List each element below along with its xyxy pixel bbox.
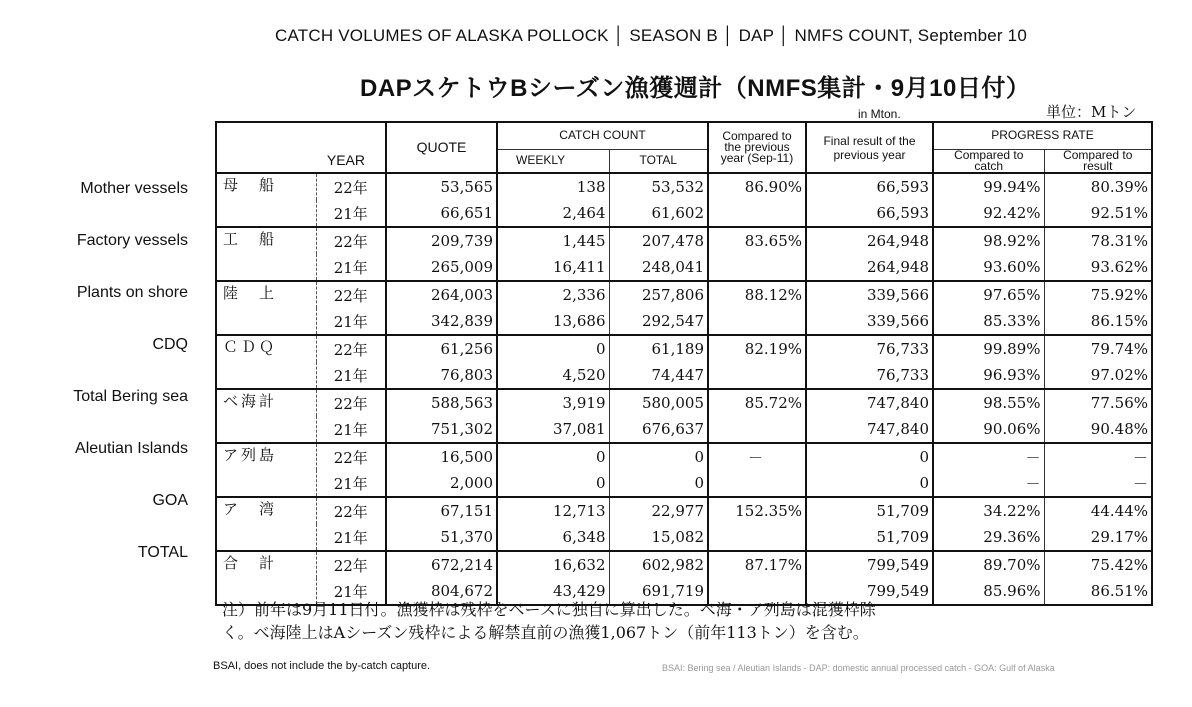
year-cell: 21年 (316, 470, 386, 497)
weekly-cell: 0 (497, 335, 609, 362)
abbreviation-note: BSAI: Bering sea / Aleutian Islands - DAP: domestic annual processed catch - GOA: Gulf of Alaska (662, 663, 1055, 673)
header-compared-prev-line3: year (Sep-11) (720, 151, 794, 165)
row-label-en: Factory vessels (76, 232, 188, 249)
header-progress-rate: PROGRESS RATE (933, 122, 1152, 149)
quote-cell: 588,563 (386, 389, 497, 416)
table-row (216, 362, 1152, 389)
rate-catch-cell: 85.96% (933, 578, 1044, 605)
header-final-prev-line2: previous year (833, 147, 906, 162)
weekly-cell: 37,081 (497, 416, 609, 443)
header-compared-result (1044, 149, 1152, 173)
japanese-title: DAPスケトウBシーズン漁獲週計（NMFS集計・9月10日付） (360, 75, 1031, 102)
quote-cell: 751,302 (386, 416, 497, 443)
compared-prev-cell: 85.72% (708, 389, 806, 416)
year-cell: 22年 (316, 389, 386, 416)
year-cell: 21年 (316, 416, 386, 443)
final-prev-cell: 0 (806, 443, 933, 470)
rate-result-cell: 29.17% (1044, 524, 1152, 551)
rate-result-cell: － (1044, 443, 1152, 470)
header-corner (216, 122, 386, 149)
category-label-jp: ベ海計 (216, 389, 316, 443)
compared-prev-cell: － (708, 443, 806, 470)
final-prev-cell: 747,840 (806, 389, 933, 416)
quote-cell: 51,370 (386, 524, 497, 551)
rate-result-cell: 97.02% (1044, 362, 1152, 389)
year-cell: 22年 (316, 443, 386, 470)
rate-result-cell: 80.39% (1044, 173, 1152, 200)
compared-prev-cell: 86.90% (708, 173, 806, 200)
header-final-prev-year (806, 122, 933, 173)
table-row (216, 173, 1152, 200)
rate-catch-cell: － (933, 470, 1044, 497)
rate-catch-cell: 85.33% (933, 308, 1044, 335)
table-row (216, 551, 1152, 578)
weekly-cell: 4,520 (497, 362, 609, 389)
header-compared-catch (933, 149, 1044, 173)
category-label-jp: 母 船 (216, 173, 316, 227)
category-label-jp: ア 湾 (216, 497, 316, 551)
compared-prev-cell (708, 362, 806, 389)
year-cell: 21年 (316, 200, 386, 227)
compared-prev-cell: 82.19% (708, 335, 806, 362)
catch-table (215, 121, 1153, 606)
total-cell: 580,005 (609, 389, 708, 416)
total-cell: 0 (609, 470, 708, 497)
quote-cell: 2,000 (386, 470, 497, 497)
unit-label-en: in Mton. (858, 107, 901, 121)
table-row (216, 308, 1152, 335)
rate-result-cell: 77.56% (1044, 389, 1152, 416)
total-cell: 0 (609, 443, 708, 470)
year-cell: 21年 (316, 362, 386, 389)
rate-catch-cell: 93.60% (933, 254, 1044, 281)
row-label-en: CDQ (152, 336, 188, 353)
category-label-jp: 合 計 (216, 551, 316, 605)
header-compared-prev-line2: the previous (724, 140, 790, 154)
header-final-prev-line1: Final result of the (823, 133, 916, 148)
year-cell: 22年 (316, 551, 386, 578)
rate-catch-cell: 34.22% (933, 497, 1044, 524)
quote-cell: 53,565 (386, 173, 497, 200)
rate-result-cell: 93.62% (1044, 254, 1152, 281)
table-row (216, 254, 1152, 281)
category-label-jp: ア列島 (216, 443, 316, 497)
rate-catch-cell: 96.93% (933, 362, 1044, 389)
row-label-en: Mother vessels (80, 180, 188, 197)
header-compared-prev-year (708, 122, 806, 173)
weekly-cell: 6,348 (497, 524, 609, 551)
final-prev-cell: 799,549 (806, 551, 933, 578)
total-cell: 691,719 (609, 578, 708, 605)
compared-prev-cell (708, 308, 806, 335)
header-compared-catch-line2: catch (974, 158, 1004, 173)
bsai-note: BSAI, does not include the by-catch capture. (213, 660, 431, 672)
table-row (216, 470, 1152, 497)
weekly-cell: 138 (497, 173, 609, 200)
page-title: CATCH VOLUMES OF ALASKA POLLOCK │ SEASON B │ DAP │ NMFS COUNT, September 10 (275, 26, 1027, 45)
weekly-cell: 43,429 (497, 578, 609, 605)
rate-result-cell: 86.51% (1044, 578, 1152, 605)
final-prev-cell: 66,593 (806, 200, 933, 227)
compared-prev-cell (708, 470, 806, 497)
total-cell: 207,478 (609, 227, 708, 254)
compared-prev-cell (708, 200, 806, 227)
category-label-jp: ＣＤＱ (216, 335, 316, 389)
quote-cell: 342,839 (386, 308, 497, 335)
quote-cell: 16,500 (386, 443, 497, 470)
footnote-line2: く。ベ海陸上はAシーズン残枠による解禁直前の漁獲1,067トン（前年113トン）を含む。 (222, 623, 869, 642)
weekly-cell: 3,919 (497, 389, 609, 416)
year-cell: 22年 (316, 227, 386, 254)
rate-result-cell: 92.51% (1044, 200, 1152, 227)
rate-result-cell: 79.74% (1044, 335, 1152, 362)
year-cell: 21年 (316, 308, 386, 335)
header-compared-result-line2: result (1083, 158, 1113, 173)
header-total: TOTAL (609, 149, 708, 173)
table-row (216, 389, 1152, 416)
compared-prev-cell (708, 416, 806, 443)
table-row (216, 497, 1152, 524)
final-prev-cell: 51,709 (806, 524, 933, 551)
rate-result-cell: 44.44% (1044, 497, 1152, 524)
compared-prev-cell: 88.12% (708, 281, 806, 308)
quote-cell: 672,214 (386, 551, 497, 578)
final-prev-cell: 799,549 (806, 578, 933, 605)
rate-catch-cell: 99.94% (933, 173, 1044, 200)
compared-prev-cell: 87.17% (708, 551, 806, 578)
quote-cell: 66,651 (386, 200, 497, 227)
table-row (216, 443, 1152, 470)
final-prev-cell: 747,840 (806, 416, 933, 443)
header-compared-catch-line1: Compared to (954, 149, 1024, 162)
weekly-cell: 0 (497, 470, 609, 497)
year-cell: 22年 (316, 497, 386, 524)
rate-catch-cell: 98.92% (933, 227, 1044, 254)
total-cell: 292,547 (609, 308, 708, 335)
final-prev-cell: 0 (806, 470, 933, 497)
total-cell: 61,189 (609, 335, 708, 362)
weekly-cell: 12,713 (497, 497, 609, 524)
total-cell: 602,982 (609, 551, 708, 578)
header-catch-count: CATCH COUNT (497, 122, 708, 149)
header-quote: QUOTE (386, 122, 497, 173)
compared-prev-cell: 83.65% (708, 227, 806, 254)
final-prev-cell: 339,566 (806, 281, 933, 308)
year-cell: 21年 (316, 578, 386, 605)
total-cell: 61,602 (609, 200, 708, 227)
header-year: YEAR (216, 149, 386, 173)
rate-catch-cell: 92.42% (933, 200, 1044, 227)
year-cell: 22年 (316, 281, 386, 308)
header-compared-prev-line1: Compared to (722, 129, 792, 143)
rate-catch-cell: 99.89% (933, 335, 1044, 362)
final-prev-cell: 66,593 (806, 173, 933, 200)
rate-catch-cell: 90.06% (933, 416, 1044, 443)
final-prev-cell: 264,948 (806, 254, 933, 281)
row-label-en: GOA (152, 492, 188, 509)
rate-catch-cell: 29.36% (933, 524, 1044, 551)
quote-cell: 61,256 (386, 335, 497, 362)
weekly-cell: 16,632 (497, 551, 609, 578)
compared-prev-cell: 152.35% (708, 497, 806, 524)
final-prev-cell: 264,948 (806, 227, 933, 254)
header-weekly: WEEKLY (497, 149, 609, 173)
table-row (216, 416, 1152, 443)
category-label-jp: 工 船 (216, 227, 316, 281)
year-cell: 21年 (316, 524, 386, 551)
footnote-line1: 注）前年は9月11日付。漁獲枠は残枠をベースに独自に算出した。ベ海・ア列島は混獲枠除 (222, 600, 876, 619)
total-cell: 74,447 (609, 362, 708, 389)
unit-label-jp: 単位：Mトン (1046, 103, 1137, 121)
year-cell: 22年 (316, 335, 386, 362)
quote-cell: 209,739 (386, 227, 497, 254)
compared-prev-cell (708, 254, 806, 281)
quote-cell: 67,151 (386, 497, 497, 524)
quote-cell: 76,803 (386, 362, 497, 389)
weekly-cell: 13,686 (497, 308, 609, 335)
quote-cell: 264,003 (386, 281, 497, 308)
final-prev-cell: 339,566 (806, 308, 933, 335)
row-label-en: Aleutian Islands (75, 440, 188, 457)
table-row (216, 200, 1152, 227)
total-cell: 53,532 (609, 173, 708, 200)
compared-prev-cell (708, 524, 806, 551)
final-prev-cell: 76,733 (806, 362, 933, 389)
weekly-cell: 0 (497, 443, 609, 470)
total-cell: 676,637 (609, 416, 708, 443)
rate-catch-cell: 97.65% (933, 281, 1044, 308)
quote-cell: 804,672 (386, 578, 497, 605)
quote-cell: 265,009 (386, 254, 497, 281)
rate-result-cell: 75.42% (1044, 551, 1152, 578)
category-label-jp: 陸 上 (216, 281, 316, 335)
total-cell: 248,041 (609, 254, 708, 281)
table-row (216, 524, 1152, 551)
rate-result-cell: 75.92% (1044, 281, 1152, 308)
row-label-en: Total Bering sea (73, 388, 188, 405)
final-prev-cell: 76,733 (806, 335, 933, 362)
table-row (216, 227, 1152, 254)
rate-catch-cell: － (933, 443, 1044, 470)
weekly-cell: 1,445 (497, 227, 609, 254)
rate-result-cell: 78.31% (1044, 227, 1152, 254)
rate-result-cell: 90.48% (1044, 416, 1152, 443)
total-cell: 257,806 (609, 281, 708, 308)
row-label-en: Plants on shore (76, 284, 188, 301)
table-row (216, 281, 1152, 308)
weekly-cell: 16,411 (497, 254, 609, 281)
year-cell: 21年 (316, 254, 386, 281)
row-label-en: TOTAL (137, 544, 188, 561)
rate-catch-cell: 98.55% (933, 389, 1044, 416)
rate-catch-cell: 89.70% (933, 551, 1044, 578)
total-cell: 22,977 (609, 497, 708, 524)
year-cell: 22年 (316, 173, 386, 200)
rate-result-cell: 86.15% (1044, 308, 1152, 335)
final-prev-cell: 51,709 (806, 497, 933, 524)
weekly-cell: 2,336 (497, 281, 609, 308)
japanese-footnote (222, 598, 1162, 644)
header-compared-result-line1: Compared to (1063, 149, 1133, 162)
total-cell: 15,082 (609, 524, 708, 551)
rate-result-cell: － (1044, 470, 1152, 497)
table-row (216, 335, 1152, 362)
weekly-cell: 2,464 (497, 200, 609, 227)
